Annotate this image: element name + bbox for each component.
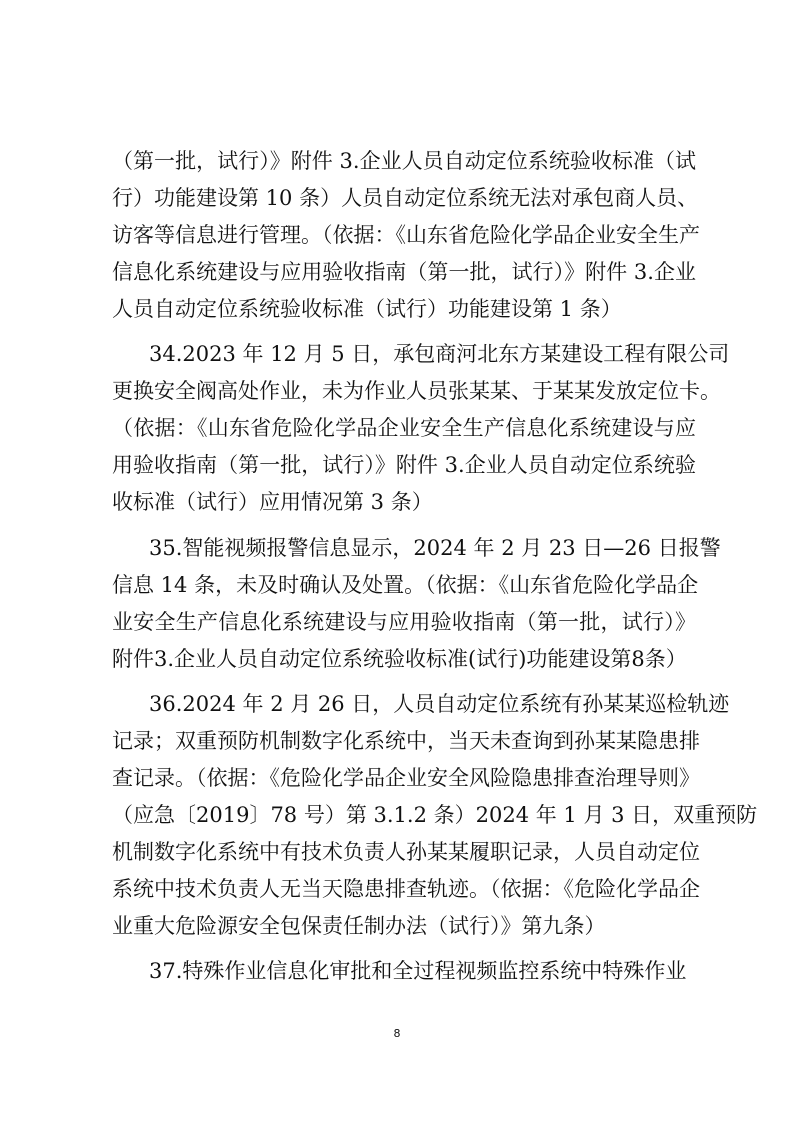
- text-line: 用验收指南（第一批，试行）》附件 3.企业人员自动定位系统验: [112, 453, 696, 477]
- text-line: 查记录。（依据：《危险化学品企业安全风险隐患排查治理导则》: [112, 766, 700, 790]
- text-line: 行）功能建设第 10 条）人员自动定位系统无法对承包商人员、: [112, 186, 699, 210]
- text-line: 机制数字化系统中有技术负责人孙某某履职记录，人员自动定位: [112, 840, 700, 864]
- text-line: （第一批，试行）》附件 3.企业人员自动定位系统验收标准（试: [112, 149, 696, 173]
- text-line: 系统中技术负责人无当天隐患排查轨迹。（依据：《危险化学品企: [112, 877, 700, 901]
- page-number: 8: [393, 1027, 401, 1040]
- text-line: 业安全生产信息化系统建设与应用验收指南（第一批，试行）》: [112, 610, 696, 634]
- text-line: 记录；双重预防机制数字化系统中，当天未查询到孙某某隐患排: [112, 729, 700, 753]
- paragraph-35-first-line: 35.智能视频报警信息显示，2024 年 2 月 23 日—26 日报警: [149, 536, 721, 560]
- text-line: （依据：《山东省危险化学品企业安全生产信息化系统建设与应: [112, 416, 696, 440]
- text-line: 信息化系统建设与应用验收指南（第一批，试行）》附件 3.企业: [112, 260, 696, 284]
- text-line: 业重大危险源安全包保责任制办法（试行）》第九条）: [112, 914, 606, 938]
- paragraph-34-first-line: 34.2023 年 12 月 5 日，承包商河北东方某建设工程有限公司: [149, 342, 730, 366]
- text-line: 收标准（试行）应用情况第 3 条）: [112, 490, 433, 514]
- text-line: （应急〔2019〕78 号）第 3.1.2 条）2024 年 1 月 3 日，双重预防: [112, 803, 758, 827]
- text-line: 人员自动定位系统验收标准（试行）功能建设第 1 条）: [112, 297, 622, 321]
- text-line: 信息 14 条，未及时确认及处置。（依据：《山东省危险化学品企: [112, 573, 699, 597]
- text-line: 访客等信息进行管理。（依据：《山东省危险化学品企业安全生产: [112, 223, 700, 247]
- paragraph-36-first-line: 36.2024 年 2 月 26 日，人员自动定位系统有孙某某巡检轨迹: [149, 692, 730, 716]
- paragraph-37-first-line: 37.特殊作业信息化审批和全过程视频监控系统中特殊作业: [149, 959, 687, 983]
- text-line: 附件3.企业人员自动定位系统验收标准(试行)功能建设第8条）: [112, 647, 687, 671]
- text-line: 更换安全阀高处作业，未为作业人员张某某、于某某发放定位卡。: [112, 379, 721, 403]
